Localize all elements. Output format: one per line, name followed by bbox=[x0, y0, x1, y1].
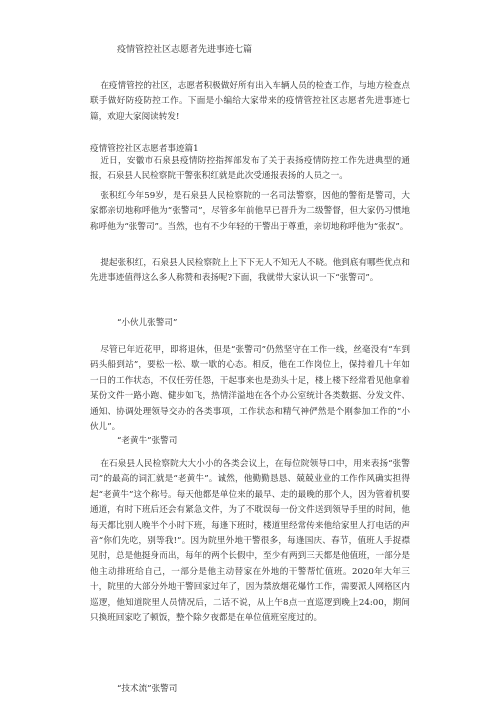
paragraph-5: 在石泉县人民检察院大大小小的各类会议上，在每位院领导口中，用来表扬“张警司”的最高的词汇就是“老黄牛”。诚然，他勤勤恳恳、兢兢业业的工作作风确实担得起“老黄牛”这个称号。每天他都是单位来的最早、走的最晚的那个人，因为管着机要通道，有时下班后还会有紧急文件，为了不耽误每一份文件送到领导手里的时间，他每天都比别人晚半个小时下班，每逢下班时，楼道里经常传来他给家里人打电话的声音“你们先吃，别等我!”。因为院里外地干警很多，每逢国庆、春节，值班人手捉襟见肘，总是他挺身而出，每年的两个长假中，至少有两到三天都是他值班，一部分是他主动排班给自己，一部分是他主动替家在外地的干警帮忙值班。2020年大年三十，院里的大部分外地干警回家过年了，因为禁放烟花爆竹工作，需要派人网格区内巡逻，他知道院里人员情况后，二话不说，从上午8点一直巡逻到晚上24:00，期间只换班回家吃了顿饭，整个除夕夜都是在单位值班室度过的。 bbox=[90, 459, 410, 624]
paragraph-3: 提起张积红，石泉县人民检察院上上下下无人不知无人不晓。他到底有哪些优点和先进事迹值得这么多人称赞和表扬呢?下面，我就带大家认识一下“张警司”。 bbox=[90, 258, 410, 284]
document-title: 疫情管控社区志愿者先进事迹七篇 bbox=[117, 45, 253, 55]
subheading-old-ox: “老黄牛”张警司 bbox=[117, 436, 178, 446]
paragraph-2: 张积红今年59岁，是石泉县人民检察院的一名司法警察，因他的警衔是警司，大家都亲切地称呼他为“张警司”，尽管多年前他早已晋升为二级警督，但大家仍习惯地称呼他为“张警司”。当然，也有不少年轻的干警出于尊重，亲切地称呼他为“张叔”。 bbox=[90, 191, 410, 232]
subheading-tech: “技术流”张警司 bbox=[117, 684, 178, 694]
paragraph-1: 近日，安徽市石泉县疫情防控指挥部发布了关于表扬疫情防控工作先进典型的通报，石泉县人民检察院干警张积红就是此次受通报表扬的人员之一。 bbox=[90, 156, 410, 182]
subheading-young-man: “小伙儿张警司” bbox=[117, 318, 178, 328]
section-heading: 疫情管控社区志愿者事迹篇1 bbox=[90, 144, 199, 154]
intro-paragraph: 在疫情管控的社区，志愿者积极做好所有出入车辆人员的检查工作，与地方检查点联手做好防疫防控工作。下面是小编给大家带来的疫情管控社区志愿者先进事迹七篇，欢迎大家阅读转发! bbox=[90, 81, 410, 122]
paragraph-4: 尽管已年近花甲，即将退休，但是“张警司”仍然坚守在工作一线，丝毫没有“车到码头船到站”，要松一松、歇一歇的心态。相反，他在工作岗位上，保持着几十年如一日的工作状态，不仅任劳任怨，干起事来也是劲头十足，楼上楼下经常看见他拿着某份文件一路小跑、健步如飞，热情洋溢地在各个办公室统计各类数据、分发文件、通知、协调处理领导交办的各类事项，工作状态和精气神俨然是个刚参加工作的“小伙儿”。 bbox=[90, 345, 410, 433]
